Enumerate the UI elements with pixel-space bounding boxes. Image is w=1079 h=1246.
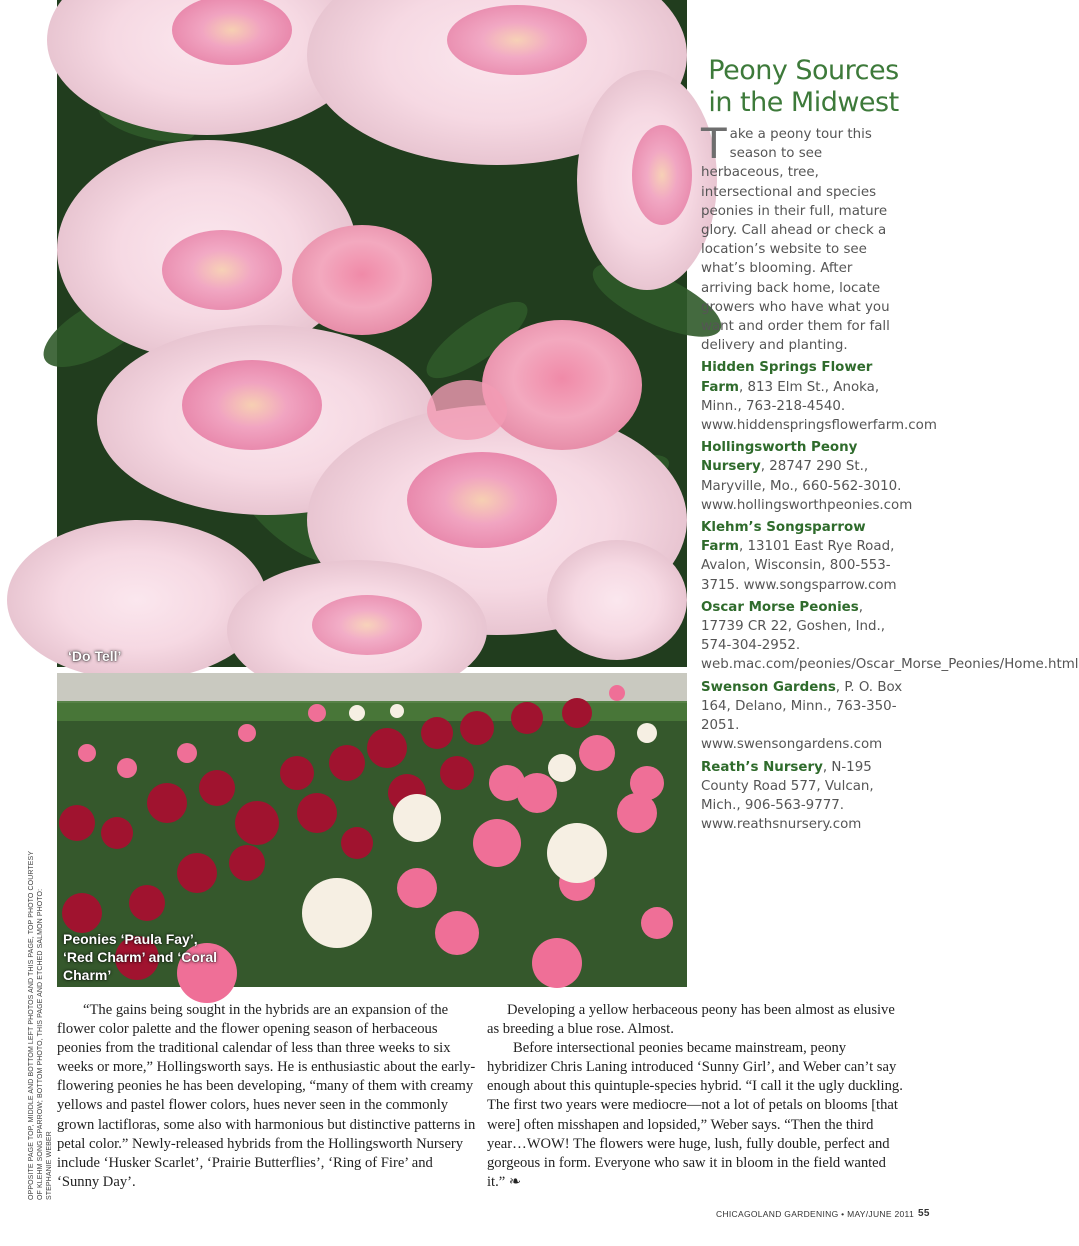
body-column-left bbox=[57, 1001, 477, 1192]
source-name: Reath’s Nursery bbox=[701, 759, 823, 775]
sources-list bbox=[701, 358, 1079, 834]
source-item: Reath’s Nursery, N-195 County Road 577, Vulcan, Mich., 906-563-9777. www.reathsnursery.com bbox=[701, 759, 874, 833]
body-column-right bbox=[487, 1001, 907, 1192]
source-name: Klehm’s Songsparrow Farm bbox=[701, 520, 866, 555]
source-item: Hollingsworth Peony Nursery, 28747 290 St., Maryville, Mo., 660-562-3010. www.hollingsworthpeonies.com bbox=[701, 440, 913, 513]
end-mark-icon: ❧ bbox=[508, 1173, 522, 1190]
body-paragraph-text: Before intersectional peonies became mainstream, peony hybridizer Chris Laning introduced ‘Sunny Girl’, and Weber can’t say enough about this quintuple-species hybrid. “I call it the ugly duckling. The first two years were mediocre—not a lot of petals on blooms [that were] often misshapen and lopsided,” Weber says. “Then the third year…WOW! The flowers were huge, lush, fully double, perfect and gorgeous in form. Everyone who saw it in bloom in the field wanted it.” bbox=[487, 1040, 903, 1190]
source-item: Klehm’s Songsparrow Farm, 13101 East Rye Road, Avalon, Wisconsin, 800-553-3715. www.songsparrow.com bbox=[701, 520, 897, 593]
source-details: P. O. Box 164, Delano, Minn., 763-350-2051. www.swensongardens.com bbox=[701, 679, 903, 753]
drop-cap: T bbox=[701, 119, 727, 168]
source-name: Hollingsworth Peony Nursery bbox=[701, 440, 858, 475]
source-details: N-195 County Road 577, Vulcan, Mich., 906-563-9777. www.reathsnursery.com bbox=[701, 759, 874, 833]
sidebar-title: Peony Sources in the Midwest bbox=[708, 55, 899, 118]
photo-caption-top: ‘Do Tell’ bbox=[68, 648, 122, 664]
peony-sources-sidebar bbox=[701, 55, 1079, 834]
source-item: Swenson Gardens, P. O. Box 164, Delano, Minn., 763-350-2051. www.swensongardens.com bbox=[701, 679, 903, 753]
sidebar-intro bbox=[701, 119, 906, 355]
page-number: 55 bbox=[918, 1208, 930, 1219]
body-paragraph: “The gains being sought in the hybrids are an expansion of the flower color palette and the flower opening season of herbaceous peonies from the traditional calendar of less than three weeks to six weeks or more,” Hollingsworth says. He is enthusiastic about the early- flowering peonies he has been developing, “many of them with creamy yellows and pastel flower colors, hues never seen in the commonly grown lactifloras, some also with harmonious but distinctive patterns in petal color.” Newly-released hybrids from the Hollingsworth Nursery include ‘Husker Scarlet’, ‘Prairie Butterflies’, ‘Ring of Fire’ and ‘Sunny Day’. bbox=[57, 1002, 476, 1190]
photo-do-tell-peonies bbox=[57, 0, 687, 667]
photo-caption-bottom: Peonies ‘Paula Fay’, ‘Red Charm’ and ‘Coral Charm’ bbox=[63, 931, 218, 983]
source-item: Hidden Springs Flower Farm, 813 Elm St., Anoka, Minn., 763-218-4540. www.hiddenspringsflowerfarm.com bbox=[701, 360, 937, 434]
source-details: 17739 CR 22, Goshen, Ind., 574-304-2952. web.mac.com/peonies/Oscar_Morse_Peonies/Home.html bbox=[701, 619, 1079, 673]
photo-credit: OPPOSITE PAGE TOP, MIDDLE AND BOTTOM LEFT PHOTOS AND THIS PAGE, TOP PHOTO COURTESY OF KLEHM SONG SPARROW; BOTTOM PHOTO, THIS PAGE AND ETCHED SALMON PHOTO: STEPHANIE WEBER bbox=[28, 851, 53, 1200]
source-details: 813 Elm St., Anoka, Minn., 763-218-4540. www.hiddenspringsflowerfarm.com bbox=[701, 379, 937, 434]
body-paragraph: Developing a yellow herbaceous peony has been almost as elusive as breeding a blue rose. Almost. bbox=[487, 1002, 895, 1038]
sidebar-intro-text: ake a peony tour this season to see herbaceous, tree, intersectional and species peonies in their full, mature glory. Call ahead or check a location’s website to see what’s blooming. After arriving back home, locate growers who have what you want and order them for fall delivery and planting. bbox=[701, 127, 890, 354]
footer-publication: CHICAGOLAND GARDENING • MAY/JUNE 2011 bbox=[716, 1209, 914, 1219]
source-details: 28747 290 St., Maryville, Mo., 660-562-3010. www.hollingsworthpeonies.com bbox=[701, 459, 913, 513]
source-name: Hidden Springs Flower Farm bbox=[701, 360, 873, 395]
body-paragraph-final bbox=[487, 1039, 907, 1192]
source-name: Swenson Gardens bbox=[701, 679, 836, 695]
peony-closeup-illustration bbox=[57, 0, 687, 667]
source-details: 13101 East Rye Road, Avalon, Wisconsin, 800-553-3715. www.songsparrow.com bbox=[701, 539, 897, 593]
source-item: Oscar Morse Peonies, 17739 CR 22, Goshen, Ind., 574-304-2952. web.mac.com/peonies/Oscar_Morse_Peonies/Home.html bbox=[701, 599, 1079, 673]
source-name: Oscar Morse Peonies bbox=[701, 599, 859, 615]
